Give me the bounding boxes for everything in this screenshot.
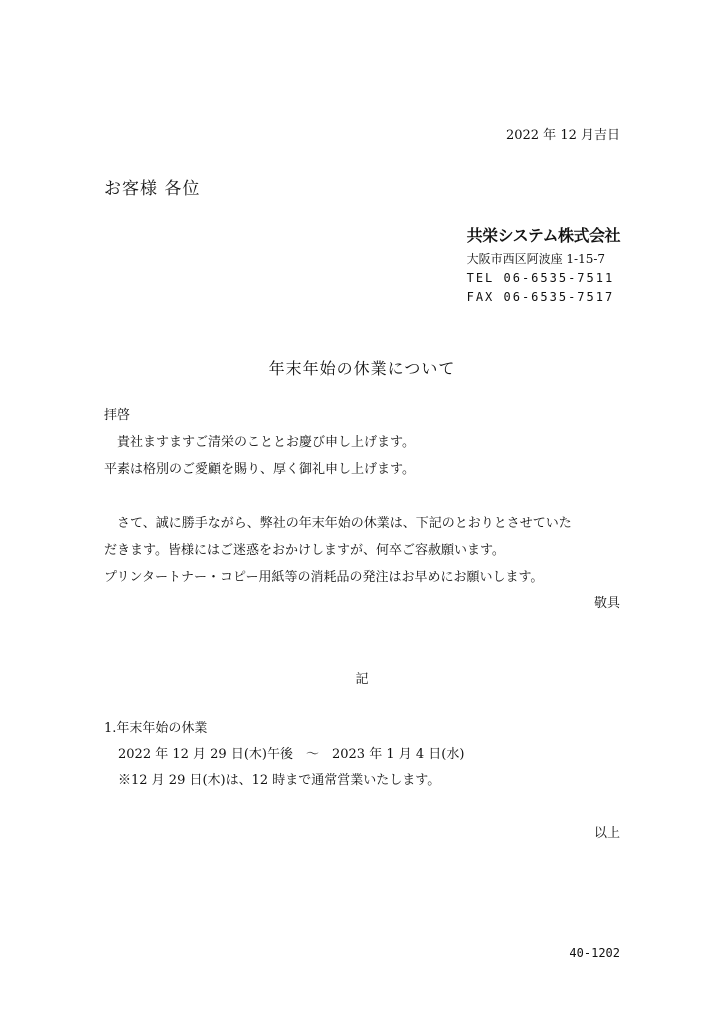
page-number: 40-1202 — [569, 946, 620, 960]
closing-ijou: 以上 — [593, 826, 620, 841]
paragraph-1 — [104, 429, 415, 483]
sender-address: 大阪市西区阿波座 1-15-7 — [466, 252, 606, 266]
greeting: 拝啓 — [104, 408, 131, 423]
sender-fax: FAX 06-6535-7517 — [466, 290, 615, 304]
item-period: 2022 年 12 月 29 日(木)午後 ～ 2023 年 1 月 4 日(水) — [118, 747, 465, 762]
paragraph-2-line: プリンタートナー・コピー用紙等の消耗品の発注はお早めにお願いします。 — [104, 570, 544, 585]
company-name: 共栄システム株式会社 — [466, 226, 620, 245]
paragraph-1-line: 貴社ますますご清栄のこととお慶び申し上げます。 — [104, 435, 415, 450]
item-note: ※12 月 29 日(木)は、12 時まで通常営業いたします。 — [118, 773, 441, 788]
sender-address-block — [467, 250, 620, 307]
closing-keigu: 敬具 — [593, 596, 620, 611]
sender-tel: TEL 06-6535-7511 — [466, 271, 615, 285]
document-title: 年末年始の休業について — [268, 359, 456, 378]
paragraph-1-line: 平素は格別のご愛顧を賜り、厚く御礼申し上げます。 — [104, 462, 415, 477]
item-heading: 1.年末年始の休業 — [104, 721, 208, 736]
letter-date: 2022 年 12 月吉日 — [505, 128, 620, 143]
ki-heading: 記 — [355, 672, 369, 687]
recipient: お客様 各位 — [104, 179, 201, 199]
sender-block — [467, 226, 620, 307]
paragraph-2-line: だきます。皆様にはご迷惑をおかけしますが、何卒ご容赦願います。 — [104, 543, 505, 558]
paragraph-2-line: さて、誠に勝手ながら、弊社の年末年始の休業は、下記のとおりとさせていた — [104, 516, 572, 531]
paragraph-2 — [104, 510, 572, 591]
